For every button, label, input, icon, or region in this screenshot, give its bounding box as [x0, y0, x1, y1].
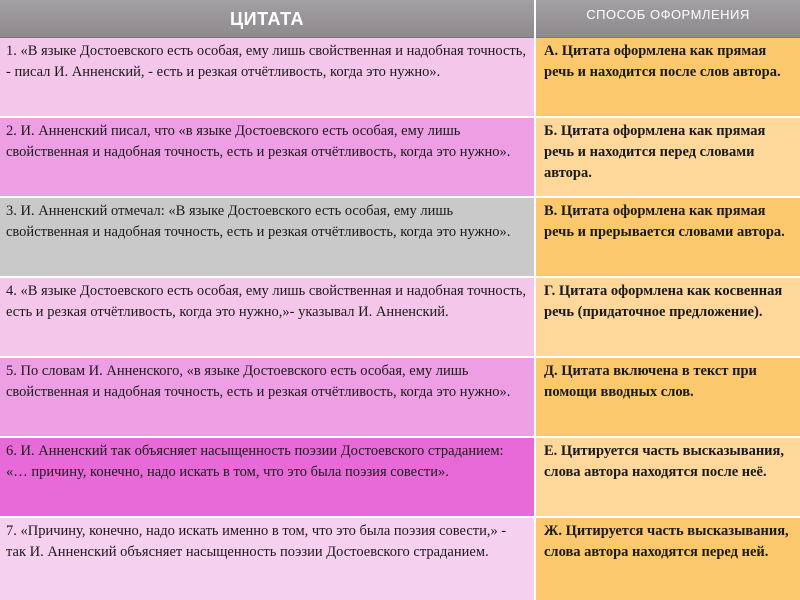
method-cell-2: Б. Цитата оформлена как прямая речь и находится перед словами автора. — [536, 118, 800, 196]
method-cell-3: В. Цитата оформлена как прямая речь и прерывается словами автора. — [536, 198, 800, 276]
header-method: СПОСОБ ОФОРМЛЕНИЯ — [536, 0, 800, 38]
quote-cell-7: 7. «Причину, конечно, надо искать именно в том, что это была поэзия совести,» - так И. Анненский объясняет насыщенность поэзии Достоевского страданием. — [0, 518, 534, 600]
quote-cell-1: 1. «В языке Достоевского есть особая, ему лишь свойственная и надобная точность, - писал И. Анненский, - есть и резкая отчётливость, когда это нужно». — [0, 38, 534, 116]
method-cell-7: Ж. Цитируется часть высказывания, слова автора находятся перед ней. — [536, 518, 800, 600]
quote-cell-4: 4. «В языке Достоевского есть особая, ему лишь свойственная и надобная точность, есть и резкая отчётливость, когда это нужно,»- указывал И. Анненский. — [0, 278, 534, 356]
method-cell-5: Д. Цитата включена в текст при помощи вводных слов. — [536, 358, 800, 436]
header-quote: ЦИТАТА — [0, 0, 534, 38]
quote-cell-3: 3. И. Анненский отмечал: «В языке Достоевского есть особая, ему лишь свойственная и надобная точность, есть и резкая отчётливость, когда это нужно». — [0, 198, 534, 276]
quote-cell-2: 2. И. Анненский писал, что «в языке Достоевского есть особая, ему лишь свойственная и надобная точность, есть и резкая отчётливость, когда это нужно». — [0, 118, 534, 196]
method-cell-4: Г. Цитата оформлена как косвенная речь (придаточное предложение). — [536, 278, 800, 356]
quote-cell-5: 5. По словам И. Анненского, «в языке Достоевского есть особая, ему лишь свойственная и надобная точность, есть и резкая отчётливость, когда это нужно». — [0, 358, 534, 436]
method-cell-1: А. Цитата оформлена как прямая речь и находится после слов автора. — [536, 38, 800, 116]
quote-cell-6: 6. И. Анненский так объясняет насыщенность поэзии Достоевского страданием: «… причину, конечно, надо искать в том, что это была поэзия совести». — [0, 438, 534, 516]
method-cell-6: Е. Цитируется часть высказывания, слова автора находятся после неё. — [536, 438, 800, 516]
